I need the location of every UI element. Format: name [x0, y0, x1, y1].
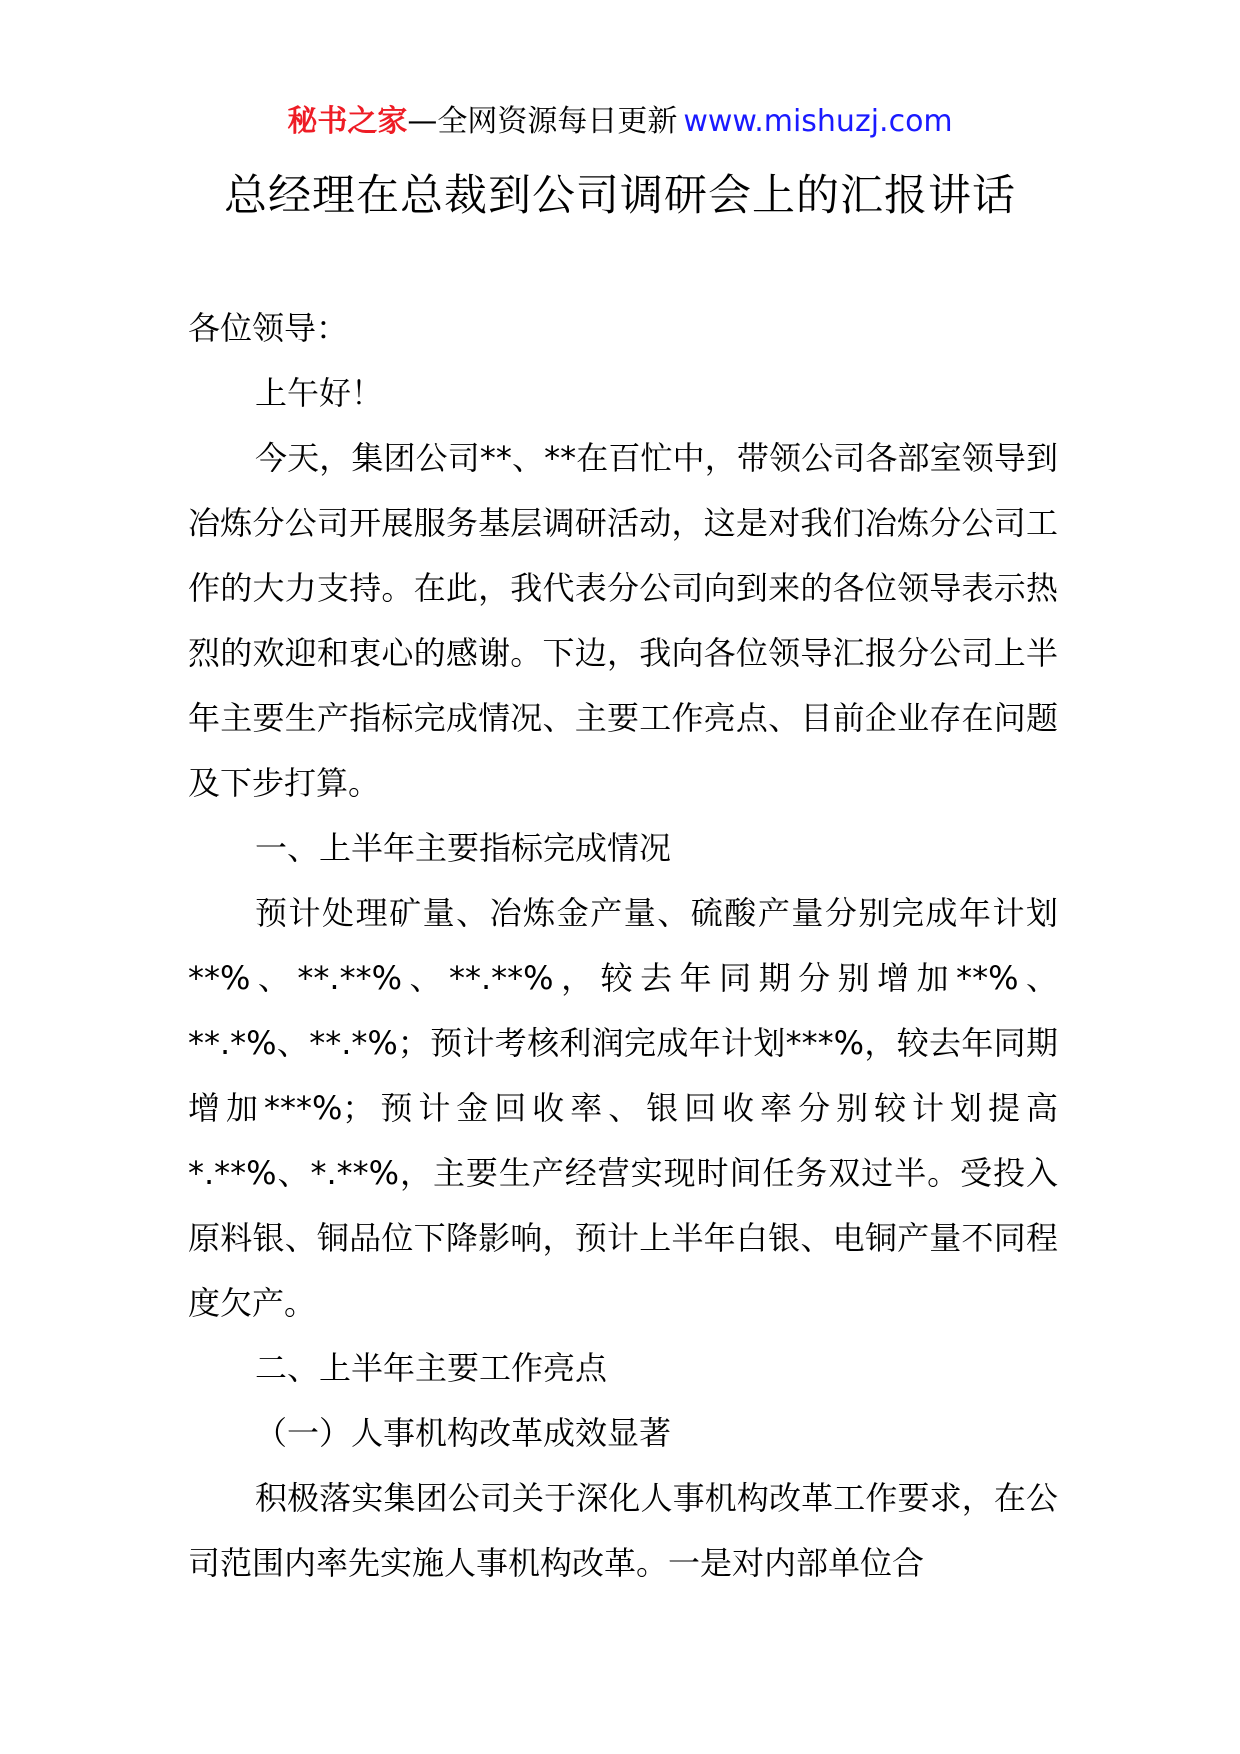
site-tagline: —全网资源每日更新	[407, 104, 678, 139]
greeting: 上午好！	[255, 374, 384, 412]
section-heading-2: 二、上半年主要工作亮点	[255, 1349, 608, 1387]
site-url-link[interactable]: www.mishuzj.com	[683, 104, 953, 139]
paragraph-reform: 积极落实集团公司关于深化人事机构改革工作要求，在公司范围内率先实施人事机构改革。一是对内部单位合	[188, 1479, 1058, 1582]
subsection-heading-1: （一）人事机构改革成效显著	[255, 1414, 672, 1452]
paragraph-indicators: 预计处理矿量、冶炼金产量、硫酸产量分别完成年计划**%、**.**%、**.**%，较去年同期分别增加**%、**.*%、**.*%；预计考核利润完成年计划***%，较去年同期增加***%；预计金回收率、银回收率分别较计划提高*.**%、*.**%，主要生产经营实现时间任务双过半。受投入原料银、铜品位下降影响，预计上半年白银、电铜产量不同程度欠产。	[188, 894, 1058, 1322]
site-header	[0, 100, 1240, 144]
section-heading-1: 一、上半年主要指标完成情况	[255, 829, 672, 867]
brand-name: 秘书之家	[287, 104, 408, 139]
document-title: 总经理在总裁到公司调研会上的汇报讲话	[224, 171, 1016, 221]
paragraph-intro: 今天，集团公司**、**在百忙中，带领公司各部室领导到冶炼分公司开展服务基层调研活动，这是对我们冶炼分公司工作的大力支持。在此，我代表分公司向到来的各位领导表示热烈的欢迎和衷心的感谢。下边，我向各位领导汇报分公司上半年主要生产指标完成情况、主要工作亮点、目前企业存在问题及下步打算。	[188, 439, 1058, 802]
document-body	[188, 296, 1058, 1596]
salutation: 各位领导：	[188, 309, 349, 347]
